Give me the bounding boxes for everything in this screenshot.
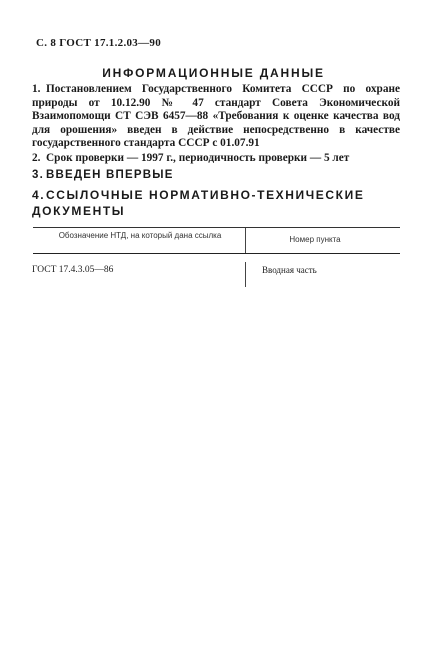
list-item-3 (32, 169, 400, 183)
table-column-divider (245, 228, 246, 253)
table-header-item-number: Номер пункта (289, 235, 341, 244)
section-title: ИНФОРМАЦИОННЫЕ ДАННЫЕ (102, 66, 325, 80)
item-text: Срок проверки — 1997 г., периодичность проверки — 5 лет (46, 152, 350, 164)
item-text: ССЫЛОЧНЫЕ НОРМАТИВНО-ТЕХНИЧЕСКИЕ ДОКУМЕНТЫ (32, 188, 365, 218)
item-text: ВВЕДЕН ВПЕРВЫЕ (46, 169, 174, 181)
table-header-designation: Обозначение НТД, на который дана ссылка (58, 231, 222, 240)
item-number: 4. (32, 188, 46, 202)
page-header: С. 8 ГОСТ 17.1.2.03—90 (36, 37, 161, 49)
item-text: Постановлением Государственного Комитета СССР по охране природы от 10.12.90 № 47 стандарт Совета Экономической Взаимопомощи СТ СЭВ 6457—88 «Требования к оценке качества вод для орошения» введен в действие непосредственно в качестве государственного стандарта СССР с 01.07.91 (32, 83, 400, 150)
table-column-divider (245, 262, 246, 287)
item-number: 3. (32, 169, 44, 181)
table-top-rule (33, 227, 400, 228)
list-item-4 (32, 187, 400, 219)
table-cell-item-number: Вводная часть (262, 265, 317, 275)
list-item-1 (32, 83, 400, 151)
item-number: 2. (32, 152, 41, 164)
table-header-rule (33, 253, 400, 254)
item-number: 1. (32, 83, 41, 95)
list-item-2 (32, 152, 400, 166)
table-cell-designation: ГОСТ 17.4.3.05—86 (32, 265, 114, 275)
